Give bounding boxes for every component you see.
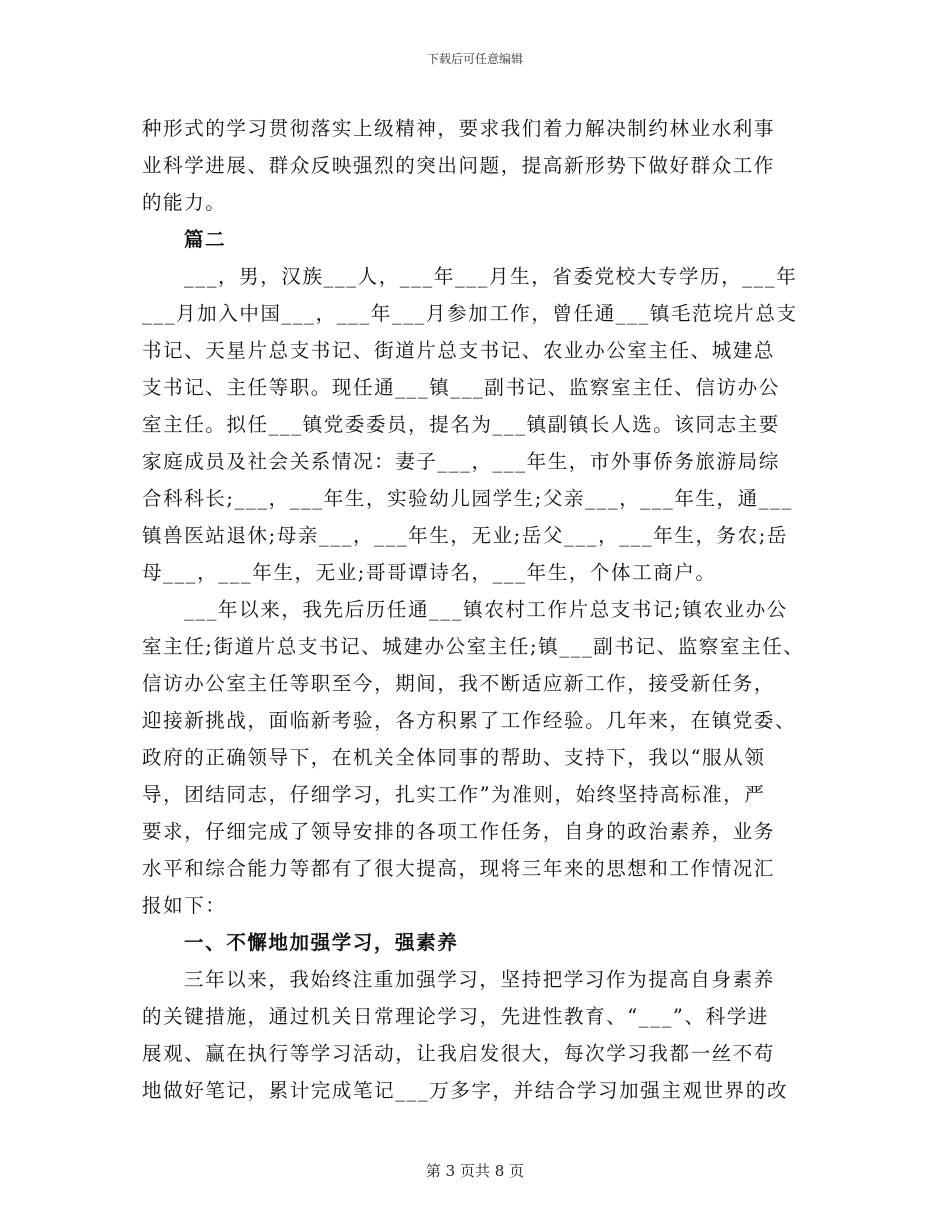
text-line: 镇兽医站退休;母亲___，___年生，无业;岳父___，___年生，务农;岳 bbox=[142, 524, 789, 547]
text-line: 政府的正确领导下，在机关全体同事的帮助、支持下，我以“服从领 bbox=[142, 746, 766, 769]
text-line: 支书记、主任等职。现任通___镇___副书记、监察室主任、信访办公 bbox=[142, 376, 780, 399]
text-line: 种形式的学习贯彻落实上级精神，要求我们着力解决制约林业水利事 bbox=[142, 117, 776, 140]
text-line: 合科科长;___，___年生，实验幼儿园学生;父亲___，___年生，通___ bbox=[142, 487, 793, 510]
text-line: 信访办公室主任等职至今，期间，我不断适应新工作，接受新任务， bbox=[142, 672, 776, 695]
text-line: 三年以来，我始终注重加强学习，坚持把学习作为提高自身素养 bbox=[184, 968, 775, 991]
text-line: 地做好笔记，累计完成笔记___万多字，并结合学习加强主观世界的改 bbox=[142, 1079, 788, 1102]
text-line: ___，男，汉族___人，___年___月生，省委党校大专学历，___年 bbox=[184, 265, 798, 288]
text-line: 导，团结同志，仔细学习，扎实工作”为准则，始终坚持高标准，严 bbox=[142, 783, 766, 806]
text-line: 报如下： bbox=[142, 894, 227, 917]
section-heading: 一、不懈地加强学习，强素养 bbox=[184, 931, 459, 954]
text-line: 水平和综合能力等都有了很大提高，现将三年来的思想和工作情况汇 bbox=[142, 857, 776, 880]
text-line: 的能力。 bbox=[142, 191, 227, 214]
section-heading: 篇二 bbox=[184, 228, 227, 251]
text-line: 的关键措施，通过机关日常理论学习，先进性教育、“___”、科学进 bbox=[142, 1005, 769, 1028]
text-line: ___月加入中国___，___年___月参加工作，曾任通___镇毛范垸片总支 bbox=[142, 302, 798, 325]
page-header: 下载后可任意编辑 bbox=[426, 52, 523, 66]
text-line: 迎接新挑战，面临新考验，各方积累了工作经验。几年来，在镇党委、 bbox=[142, 709, 797, 732]
text-line: 展观、赢在执行等学习活动，让我启发很大，每次学习我都一丝不苟 bbox=[142, 1042, 776, 1065]
text-line: ___年以来，我先后历任通___镇农村工作片总支书记;镇农业办公 bbox=[184, 598, 788, 621]
document-body bbox=[142, 110, 810, 1109]
text-line: 要求，仔细完成了领导安排的各项工作任务，自身的政治素养，业务 bbox=[142, 820, 776, 843]
text-line: 室主任;街道片总支书记、城建办公室主任;镇___副书记、监察室主任、 bbox=[142, 635, 805, 658]
text-line: 母___，___年生，无业;哥哥谭诗名，___年生，个体工商户。 bbox=[142, 561, 717, 584]
text-line: 业科学进展、群众反映强烈的突出问题，提高新形势下做好群众工作 bbox=[142, 154, 776, 177]
page-footer: 第 3 页共 8 页 bbox=[425, 1162, 525, 1180]
text-line: 家庭成员及社会关系情况：妻子___，___年生，市外事侨务旅游局综 bbox=[142, 450, 780, 473]
text-line: 书记、天星片总支书记、街道片总支书记、农业办公室主任、城建总 bbox=[142, 339, 776, 362]
text-line: 室主任。拟任___镇党委委员，提名为___镇副镇长人选。该同志主要 bbox=[142, 413, 780, 436]
